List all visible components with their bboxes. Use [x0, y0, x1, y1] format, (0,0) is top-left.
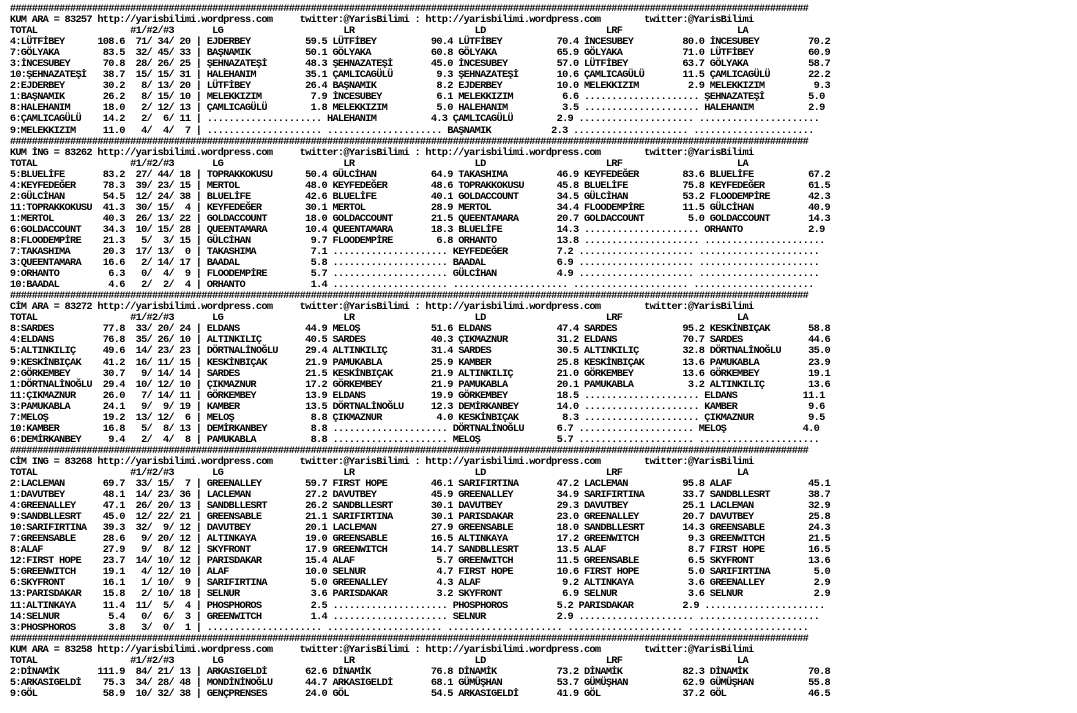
horse-data-row: 10:BAADAL 4.6 2/ 2/ 4 | ORHANTO 1.4 ..................... ..................... ..................... ...................... — [9, 279, 814, 292]
horse-data-row: 9:MELEKKIZIM 11.0 4/ 4/ 7 | ..................... ..................... BAŞNAMIK 2.3 ..................... ...................... — [9, 124, 814, 137]
horse-data-row: 4:KEYFEDEĞER 78.3 39/ 23/ 15 | MERTOL 48.0 KEYFEDEĞER 48.6 TOPRAKKOKUSU 45.8 BLUELİFE 75.8 KEYFEDEĞER 61.5 — [9, 179, 831, 192]
horse-data-row: 6:DEMİRKANBEY 9.4 2/ 4/ 8 | PAMUKABLA 8.8 ..................... MELOŞ 5.7 ..................... ...................... — [9, 433, 820, 446]
horse-data-row: 10:KAMBER 16.8 5/ 8/ 13 | DEMİRKANBEY 8.8 ..................... DÖRTNALİNOĞLU 6.7 ..................... MELOŞ 4.0 — [9, 422, 820, 435]
horse-data-row: 11:ÇIKMAZNUR 26.0 7/ 14/ 11 | GÖRKEMBEY 13.9 ELDANS 19.9 GÖRKEMBEY 18.5 ..................... ELDANS 11.1 — [9, 389, 825, 402]
column-header-line: TOTAL #1/#2/#3 LG LR LD LRF LA — [9, 466, 748, 479]
separator-rule: ################################################################################################################################################## — [9, 290, 809, 303]
horse-data-row: 1:BAŞNAMIK 26.2 8/ 15/ 10 | MELEKKIZIM 7.9 İNCESUBEY 6.1 MELEKKIZIM 6.6 ..................... ŞEHNAZATEŞİ 5.0 — [9, 91, 825, 104]
separator-rule: ################################################################################################################################################## — [9, 3, 809, 15]
horse-data-row: 10:ŞEHNAZATEŞİ 38.7 15/ 15/ 31 | HALEHANIM 35.1 ÇAMLICAGÜLÜ 9.3 ŞEHNAZATEŞİ 10.6 ÇAMLICAGÜLÜ 11.5 ÇAMLICAGÜLÜ 22.2 — [9, 69, 831, 82]
horse-data-row: 3:İNCESUBEY 70.8 28/ 26/ 25 | ŞEHNAZATEŞİ 48.3 ŞEHNAZATEŞİ 45.0 İNCESUBEY 57.0 LÜTFİBEY 63.7 GÖLYAKA 58.7 — [9, 58, 831, 71]
horse-data-row: 14:SELNUR 5.4 0/ 6/ 3 | GREENWITCH 1.4 ..................... SELNUR 2.9 ..................... ...................... — [9, 610, 820, 623]
horse-data-row: 9:ORHANTO 6.3 0/ 4/ 9 | FLOODEMPİRE 5.7 ..................... GÜLCİHAN 4.9 ..................... ...................... — [9, 268, 820, 281]
horse-data-row: 3:PHOSPHOROS 3.8 3/ 0/ 1 | ..................... ..................... ..................... ..................... ...................... — [9, 621, 809, 634]
horse-data-row: 7:MELOŞ 19.2 13/ 12/ 6 | MELOŞ 8.8 ÇIKMAZNUR 4.0 KESKİNBIÇAK 8.3 ..................... ÇIKMAZNUR 9.5 — [9, 411, 825, 424]
horse-data-row: 5:GREENWITCH 19.1 4/ 12/ 10 | ALAF 10.0 SELNUR 4.7 FIRST HOPE 10.6 FIRST HOPE 5.0 SARIFIRTINA 5.0 — [9, 566, 831, 579]
horse-data-row: 2:GÜLCİHAN 54.5 12/ 24/ 38 | BLUELİFE 42.6 BLUELİFE 40.1 GOLDACCOUNT 34.5 GÜLCİHAN 53.2 FLOODEMPİRE 42.3 — [9, 190, 831, 203]
horse-data-row: 10:SARIFIRTINA 39.3 32/ 9/ 12 | DAVUTBEY 20.1 LACLEMAN 27.9 GREENSABLE 18.0 SANDBLLESRT 14.3 GREENSABLE 24.3 — [9, 522, 831, 535]
horse-data-row: 11:ALTINKAYA 11.4 11/ 5/ 4 | PHOSPHOROS 2.5 ..................... PHOSPHOROS 5.2 PARISDAKAR 2.9 ...................... — [9, 599, 825, 612]
horse-data-row: 8:SARDES 77.8 33/ 20/ 24 | ELDANS 44.9 MELOŞ 51.6 ELDANS 47.4 SARDES 95.2 KESKİNBIÇAK 58.8 — [9, 323, 831, 336]
race-header-line: KUM İNG = 83262 http://yarisbilimi.wordpress.com twitter:@YarisBilimi : http://yarisbilimi.wordpress.com twitter:@YarisBilimi — [9, 146, 754, 159]
horse-data-row: 2:EJDERBEY 30.2 8/ 13/ 20 | LÜTFİBEY 26.4 BAŞNAMIK 8.2 EJDERBEY 10.0 MELEKKIZIM 2.9 MELEKKIZIM 9.3 — [9, 80, 831, 93]
horse-data-row: 4:GREENALLEY 47.1 26/ 20/ 13 | SANDBLLESRT 26.2 SANDBLLESRT 30.1 DAVUTBEY 29.3 DAVUTBEY 25.1 LACLEMAN 32.9 — [9, 500, 831, 513]
horse-data-row: 12:FIRST HOPE 23.7 14/ 10/ 12 | PARISDAKAR 15.4 ALAF 5.7 GREENWITCH 11.5 GREENSABLE 6.5 SKYFRONT 13.6 — [9, 555, 831, 568]
column-header-line: TOTAL #1/#2/#3 LG LR LD LRF LA — [9, 312, 748, 325]
horse-data-row: 6:ÇAMLICAGÜLÜ 14.2 2/ 6/ 11 | ..................... HALEHANIM 4.3 ÇAMLICAGÜLÜ 2.9 ..................... ...................... — [9, 113, 820, 126]
horse-data-row: 2:DİNAMİK 111.9 84/ 21/ 13 | ARKASIGELDİ 62.6 DİNAMİK 76.8 DİNAMİK 73.2 DİNAMİK 82.3 DİNAMİK 70.8 — [9, 665, 831, 678]
column-header-line: TOTAL #1/#2/#3 LG LR LD LRF LA — [9, 25, 748, 38]
horse-data-row: 5:BLUELİFE 83.2 27/ 44/ 18 | TOPRAKKOKUSU 50.4 GÜLCİHAN 64.9 TAKASHIMA 46.9 KEYFEDEĞER 83.6 BLUELİFE 67.2 — [9, 168, 831, 181]
race-header-line: CİM ARA = 83272 http://yarisbilimi.wordpress.com twitter:@YarisBilimi : http://yarisbilimi.wordpress.com twitter:@YarisBilimi — [9, 301, 754, 314]
horse-data-row: 9:SANDBLLESRT 45.0 12/ 22/ 21 | GREENSABLE 21.1 SARIFIRTINA 30.1 PARISDAKAR 23.0 GREENALLEY 20.7 DAVUTBEY 25.8 — [9, 511, 831, 524]
horse-data-row: 5:ALTINKILIÇ 49.6 14/ 23/ 23 | DÖRTNALİNOĞLU 29.4 ALTINKILIÇ 31.4 SARDES 30.5 ALTINKILIÇ 32.8 DÖRTNALİNOĞLU 35.0 — [9, 345, 831, 358]
horse-data-row: 6:GOLDACCOUNT 34.3 10/ 15/ 28 | QUEENTAMARA 10.4 QUEENTAMARA 18.3 BLUELİFE 14.3 ..................... ORHANTO 2.9 — [9, 223, 825, 236]
horse-data-row: 7:GREENSABLE 28.6 9/ 20/ 12 | ALTINKAYA 19.0 GREENSABLE 16.5 ALTINKAYA 17.2 GREENWITCH 9.3 GREENWITCH 21.5 — [9, 533, 831, 546]
horse-data-row: 1:DÖRTNALİNOĞLU 29.4 10/ 12/ 10 | ÇIKMAZNUR 17.2 GÖRKEMBEY 21.9 PAMUKABLA 20.1 PAMUKABLA 3.2 ALTINKILIÇ 13.6 — [9, 378, 831, 391]
horse-data-row: 4:ELDANS 76.8 35/ 26/ 10 | ALTINKILIÇ 40.5 SARDES 40.3 ÇIKMAZNUR 31.2 ELDANS 70.7 SARDES 44.6 — [9, 334, 831, 347]
horse-data-row: 8:HALEHANIM 18.0 2/ 12/ 13 | ÇAMLICAGÜLÜ 1.8 MELEKKIZIM 5.0 HALEHANIM 3.5 ..................... HALEHANIM 2.9 — [9, 102, 825, 115]
separator-rule: ################################################################################################################################################## — [9, 632, 809, 645]
horse-data-row: 11:TOPRAKKOKUSU 41.3 30/ 15/ 4 | KEYFEDEĞER 30.1 MERTOL 28.9 MERTOL 34.4 FLOODEMPİRE 11.5 GÜLCİHAN 40.9 — [9, 201, 831, 214]
horse-data-row: 4:LÜTFİBEY 108.6 71/ 34/ 20 | EJDERBEY 59.5 LÜTFİBEY 90.4 LÜTFİBEY 70.4 İNCESUBEY 80.0 İNCESUBEY 70.2 — [9, 36, 831, 49]
horse-data-row: 7:TAKASHIMA 20.3 17/ 13/ 0 | TAKASHIMA 7.1 ..................... KEYFEDEĞER 7.2 ..................... ...................... — [9, 246, 820, 259]
horse-data-row: 3:PAMUKABLA 24.1 9/ 9/ 19 | KAMBER 13.5 DÖRTNALİNOĞLU 12.3 DEMİRKANBEY 14.0 ..................... KAMBER 9.6 — [9, 400, 825, 413]
separator-rule: ################################################################################################################################################## — [9, 444, 809, 457]
column-header-line: TOTAL #1/#2/#3 LG LR LD LRF LA — [9, 157, 748, 170]
horse-data-row: 5:ARKASIGELDİ 75.3 34/ 28/ 48 | MONDİNİNOĞLU 44.7 ARKASIGELDİ 68.1 GÜMÜŞHAN 53.7 GÜMÜŞHAN 62.9 GÜMÜŞHAN 55.8 — [9, 676, 831, 689]
horse-data-row: 3:QUEENTAMARA 16.6 2/ 14/ 17 | BAADAL 5.8 ..................... BAADAL 6.9 ..................... ...................... — [9, 257, 820, 270]
column-header-line: TOTAL #1/#2/#3 LG LR LD LRF LA — [9, 654, 748, 667]
horse-data-row: 8:ALAF 27.9 9/ 8/ 12 | SKYFRONT 17.9 GREENWITCH 14.7 SANDBLLESRT 13.5 ALAF 8.7 FIRST HOPE 16.5 — [9, 544, 831, 557]
horse-data-row: 9:GÖL 58.9 10/ 32/ 38 | GENÇPRENSES 24.0 GÖL 54.5 ARKASIGELDİ 41.9 GÖL 37.2 GÖL 46.5 — [9, 687, 831, 700]
horse-data-row: 13:PARISDAKAR 15.8 2/ 10/ 18 | SELNUR 3.6 PARISDAKAR 3.2 SKYFRONT 6.9 SELNUR 3.6 SELNUR 2.9 — [9, 588, 831, 601]
horse-data-row: 1:MERTOL 40.3 26/ 13/ 22 | GOLDACCOUNT 18.0 GOLDACCOUNT 21.5 QUEENTAMARA 20.7 GOLDACCOUNT 5.0 GOLDACCOUNT 14.3 — [9, 212, 831, 225]
horse-data-row: 2:LACLEMAN 69.7 33/ 15/ 7 | GREENALLEY 59.7 FIRST HOPE 46.1 SARIFIRTINA 47.2 LACLEMAN 95.8 ALAF 45.1 — [9, 478, 831, 491]
horse-data-row: 8:FLOODEMPİRE 21.3 5/ 3/ 15 | GÜLCİHAN 9.7 FLOODEMPİRE 6.8 ORHANTO 13.8 ..................... ...................... — [9, 234, 825, 247]
horse-data-row: 1:DAVUTBEY 48.1 14/ 23/ 36 | LACLEMAN 27.2 DAVUTBEY 45.9 GREENALLEY 34.9 SARIFIRTINA 33.7 SANDBLLESRT 38.7 — [9, 489, 831, 502]
race-header-line: KUM ARA = 83257 http://yarisbilimi.wordpress.com twitter:@YarisBilimi : http://yarisbilimi.wordpress.com twitter:@YarisBilimi — [9, 14, 754, 27]
horse-data-row: 2:GÖRKEMBEY 30.7 9/ 14/ 14 | SARDES 21.5 KESKİNBIÇAK 21.9 ALTINKILIÇ 21.0 GÖRKEMBEY 13.6 GÖRKEMBEY 19.1 — [9, 367, 831, 380]
horse-data-row: 7:GÖLYAKA 83.5 32/ 45/ 33 | BAŞNAMIK 50.1 GÖLYAKA 60.8 GÖLYAKA 65.9 GÖLYAKA 71.0 LÜTFİBEY 60.9 — [9, 47, 831, 60]
race-header-line: KUM ARA = 83258 http://yarisbilimi.wordpress.com twitter:@YarisBilimi : http://yarisbilimi.wordpress.com twitter:@YarisBilimi — [9, 643, 754, 656]
race-header-line: CİM ING = 83268 http://yarisbilimi.wordpress.com twitter:@YarisBilimi : http://yarisbilimi.wordpress.com twitter:@YarisBilimi — [9, 455, 754, 468]
horse-data-row: 9:KESKİNBIÇAK 41.2 16/ 11/ 15 | KESKİNBIÇAK 21.9 PAMUKABLA 25.9 KAMBER 25.8 KESKİNBIÇAK 13.6 PAMUKABLA 23.9 — [9, 356, 831, 369]
horse-data-row: 6:SKYFRONT 16.1 1/ 10/ 9 | SARIFIRTINA 5.0 GREENALLEY 4.3 ALAF 9.2 ALTINKAYA 3.6 GREENALLEY 2.9 — [9, 577, 831, 590]
separator-rule: ################################################################################################################################################## — [9, 135, 809, 148]
